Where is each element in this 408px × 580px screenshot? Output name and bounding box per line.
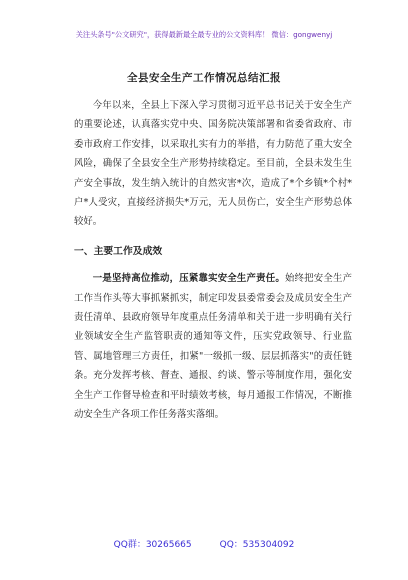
point-text: 始终把安全生产工作当作头等大事抓紧抓实，制定印发县委常委会及成员安全生产责任清单、县政府领导年度重点任务清单和关于进一步明确有关行业领域安全生产监管职责的通知等文件，压实党政领导、行业监管、属地管理三方责任，扣紧"一级抓一级、层层抓落实"的责任链条。充分发挥考核、督查、通报、约谈、警示等制度作用，强化安全生产工作督导检查和平时绩效考核，每月通报工作情况，不断推动安全生产各项工作任务落实落细。 bbox=[74, 273, 352, 421]
point-lead: 一是坚持高位推动，压紧靠实安全生产责任。 bbox=[92, 273, 285, 285]
point-paragraph bbox=[74, 269, 352, 424]
document-title: 全县安全生产工作情况总结汇报 bbox=[127, 72, 281, 84]
qq-number: QQ：535304092 bbox=[219, 540, 295, 550]
page-footer bbox=[0, 537, 408, 550]
page-header: 关注头条号"公文研究"，获得最新最全最专业的公文资料库！ 微信：gongwenyj bbox=[75, 30, 333, 39]
qq-group-number: QQ群：30265665 bbox=[113, 540, 192, 550]
section-heading: 一、主要工作及成效 bbox=[74, 245, 163, 257]
document-body bbox=[74, 96, 352, 425]
intro-paragraph: 今年以来，全县上下深入学习贯彻习近平总书记关于安全生产的重要论述，认真落实党中央、国务院决策部署和省委省政府、市委市政府工作安排，以采取扎实有力的举措，有力防范了重大安全风险，确保了全县安全生产形势持续稳定。至目前，全县未发生生产安全事故，发生纳入统计的自然灾害*次，造成了*个乡镇*个村*户*人受灾，直接经济损失*万元，无人员伤亡，安全生产形势总体较好。 bbox=[74, 100, 352, 228]
